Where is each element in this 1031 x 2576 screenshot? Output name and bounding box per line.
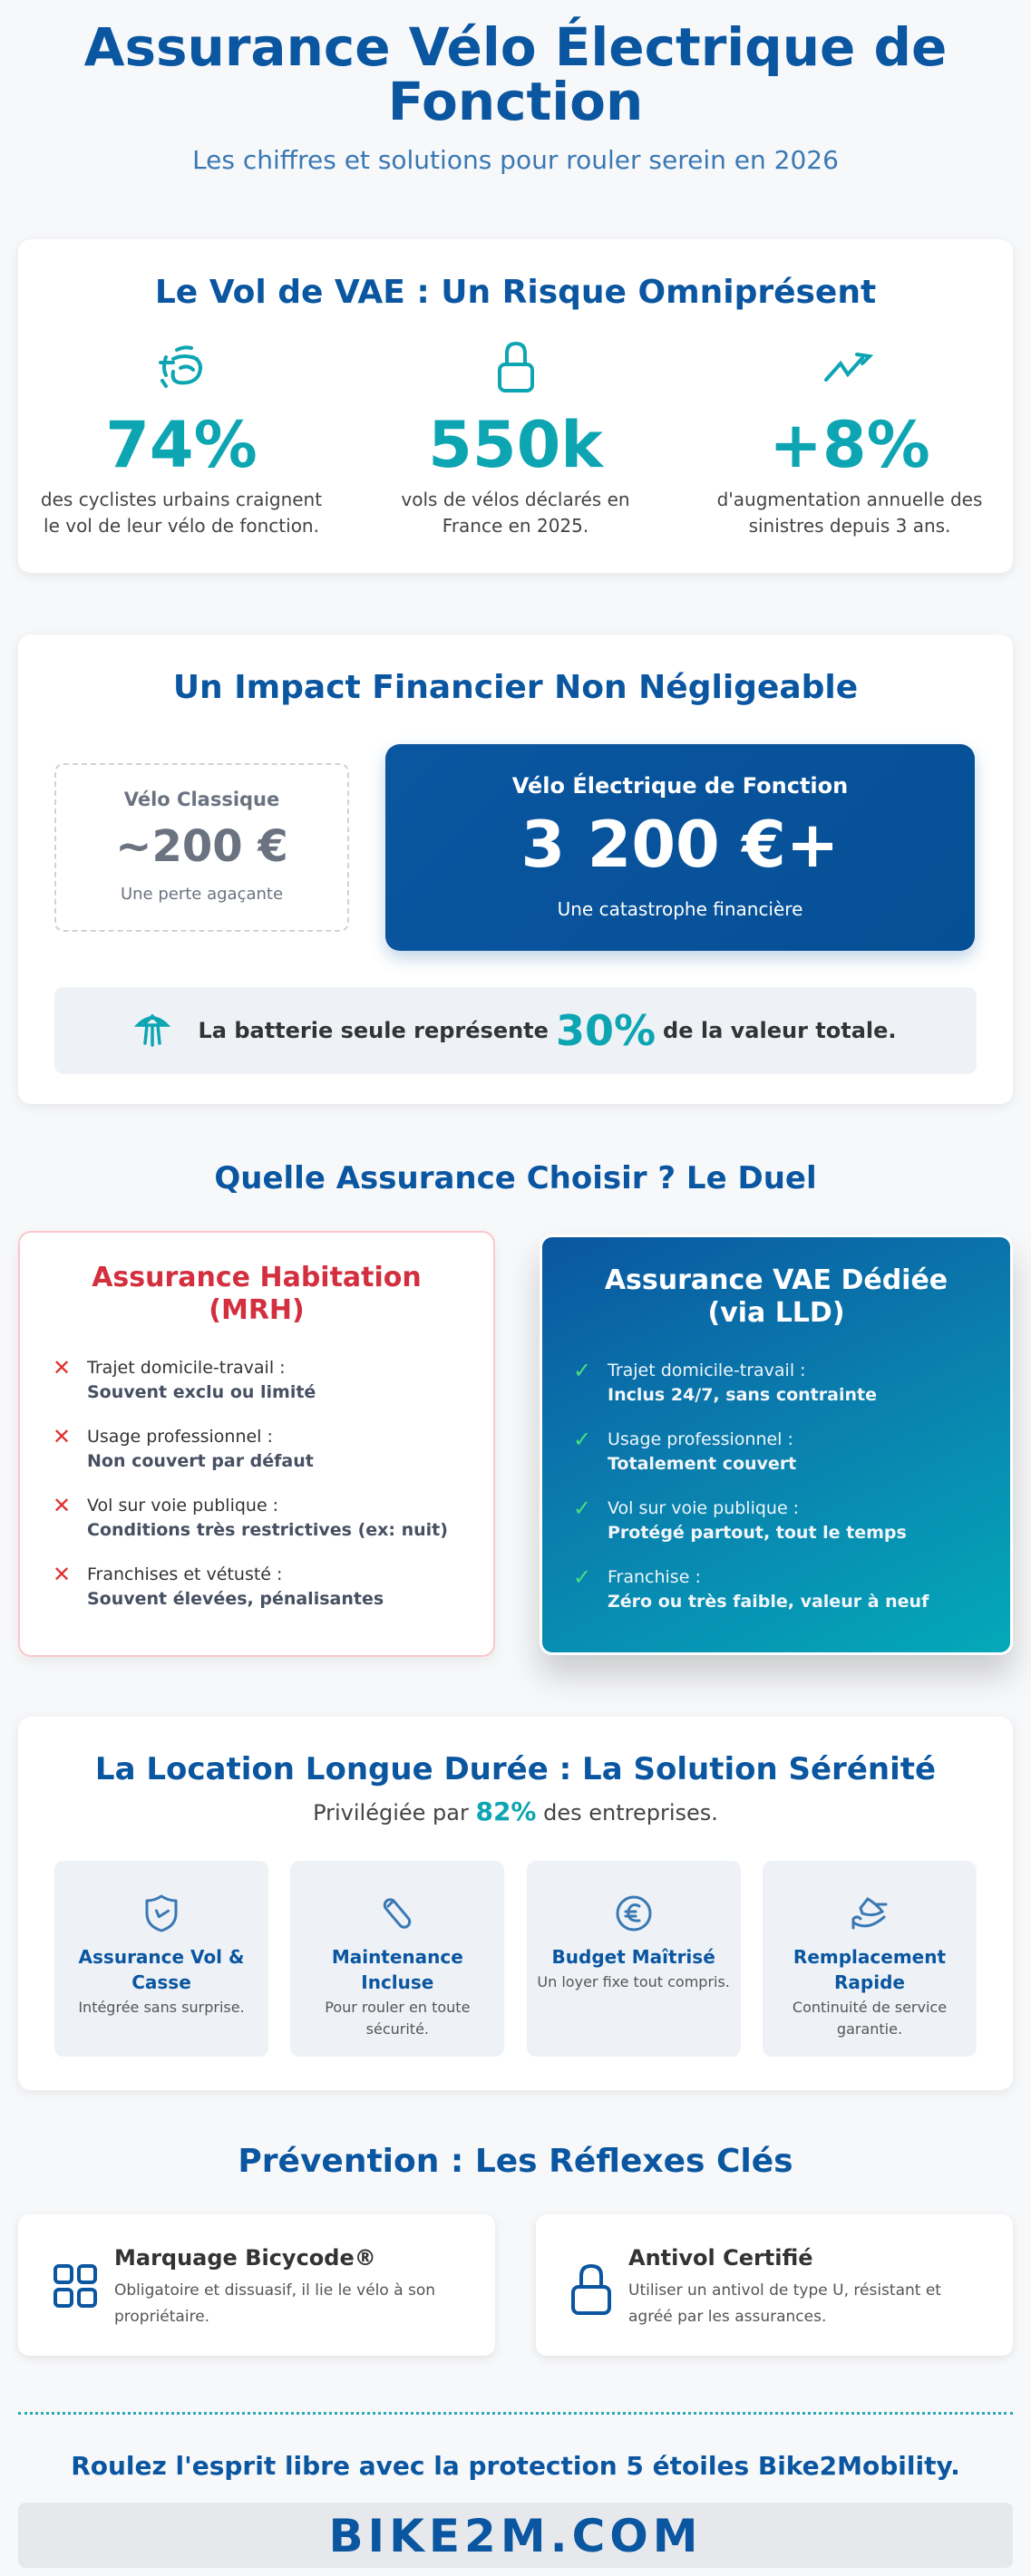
- stat-description: vols de vélos déclarés en France en 2025.: [401, 489, 630, 537]
- prevention-section-title: Prévention : Les Réflexes Clés: [238, 2143, 793, 2180]
- shield-check-icon: [63, 1888, 259, 1939]
- page-title: Assurance Vélo Électrique de Fonction: [83, 16, 948, 132]
- feature-title: Remplacement Rapide: [793, 1946, 947, 1993]
- item-label: Franchises et vétusté :: [87, 1564, 283, 1584]
- lock-icon: [371, 338, 661, 396]
- classic-value: ~200 €: [115, 821, 288, 872]
- check-icon: ✓: [573, 1496, 592, 1521]
- lld-section: [18, 1717, 1013, 2090]
- lld-subtitle: [54, 1796, 977, 1826]
- battery-icon: [134, 1011, 170, 1051]
- impact-comparison: [54, 744, 977, 951]
- check-icon: ✓: [573, 1564, 592, 1590]
- prevention-desc: Utiliser un antivol de type U, résistant et agréé par les assurances.: [628, 2281, 941, 2326]
- stat-description: des cyclistes urbains craignent le vol de leur vélo de fonction.: [40, 489, 323, 537]
- wrench-icon: [299, 1888, 495, 1939]
- dedicated-title: Assurance VAE Dédiée (via LLD): [604, 1264, 948, 1329]
- dedicated-insurance-card: [540, 1235, 1013, 1655]
- classic-label: Vélo Classique: [123, 789, 280, 810]
- feature-desc: Continuité de service garantie.: [792, 1999, 948, 2038]
- cross-icon: ✕: [53, 1424, 72, 1449]
- mrh-list: [53, 1356, 461, 1612]
- item-value: Conditions très restrictives (ex: nuit): [87, 1520, 448, 1540]
- stat-thefts: [371, 338, 661, 539]
- prevention-title: Marquage Bicycode®: [114, 2245, 376, 2271]
- feature-budget: [527, 1861, 741, 2057]
- cross-icon: ✕: [53, 1493, 72, 1518]
- item-value: Souvent exclu ou limité: [87, 1382, 316, 1402]
- feature-maintenance: [290, 1861, 504, 2057]
- battery-text-after: de la valeur totale.: [663, 1018, 897, 1043]
- list-item: [573, 1496, 979, 1545]
- replace-icon: [772, 1888, 968, 1939]
- battery-percent: 30%: [555, 1006, 657, 1055]
- lld-sub-before: Privilégiée par: [313, 1800, 469, 1825]
- item-value: Souvent élevées, pénalisantes: [87, 1589, 384, 1609]
- lld-features: [54, 1861, 977, 2057]
- list-item: [573, 1565, 979, 1614]
- mrh-card: [18, 1231, 495, 1657]
- ebike-caption: Une catastrophe financière: [557, 898, 803, 920]
- hero-header: [18, 0, 1013, 239]
- item-label: Vol sur voie publique :: [87, 1496, 279, 1516]
- list-item: [53, 1563, 461, 1612]
- list-item: [53, 1356, 461, 1405]
- impact-section-title: Un Impact Financier Non Négligeable: [172, 669, 859, 706]
- item-label: Usage professionnel :: [608, 1429, 793, 1449]
- footer-slogan: Roulez l'esprit libre avec la protection 5 étoiles Bike2Mobility.: [71, 2451, 960, 2481]
- battery-text-before: La batterie seule représente: [198, 1018, 549, 1043]
- item-label: Vol sur voie publique :: [608, 1498, 800, 1518]
- cross-icon: ✕: [53, 1355, 72, 1380]
- footer-divider: [18, 2412, 1013, 2415]
- euro-icon: [536, 1888, 732, 1939]
- item-value: Protégé partout, tout le temps: [608, 1523, 907, 1543]
- item-label: Trajet domicile-travail :: [87, 1358, 286, 1378]
- lock-icon: [570, 2245, 612, 2356]
- dedicated-list: [573, 1359, 979, 1614]
- check-icon: ✓: [573, 1358, 592, 1383]
- list-item: [53, 1425, 461, 1474]
- stat-fear: [36, 338, 326, 539]
- item-value: Totalement couvert: [608, 1454, 797, 1474]
- ebike-label: Vélo Électrique de Fonction: [511, 773, 849, 799]
- item-label: Franchise :: [608, 1567, 701, 1587]
- lld-sub-percent: 82%: [475, 1796, 537, 1826]
- item-label: Trajet domicile-travail :: [608, 1361, 806, 1380]
- feature-replacement: [763, 1861, 977, 2057]
- theft-section: [18, 239, 1013, 573]
- feature-desc: Un loyer fixe tout compris.: [537, 1973, 730, 1990]
- item-label: Usage professionnel :: [87, 1427, 273, 1447]
- grid-icon: [53, 2245, 98, 2356]
- page-subtitle: Les chiffres et solutions pour rouler serein en 2026: [192, 145, 839, 175]
- impact-section: [18, 634, 1013, 1104]
- theft-section-title: Le Vol de VAE : Un Risque Omniprésent: [154, 274, 877, 311]
- feature-desc: Pour rouler en toute sécurité.: [325, 1999, 471, 2038]
- stat-increase: [705, 338, 995, 539]
- trend-up-icon: [705, 338, 995, 396]
- feature-title: Budget Maîtrisé: [551, 1946, 715, 1968]
- thief-bike-icon: [36, 338, 326, 396]
- feature-title: Assurance Vol & Casse: [78, 1946, 245, 1993]
- classic-caption: Une perte agaçante: [120, 885, 284, 904]
- ebike-card: [385, 744, 975, 951]
- feature-title: Maintenance Incluse: [331, 1946, 463, 1993]
- stat-description: d'augmentation annuelle des sinistres depuis 3 ans.: [716, 489, 983, 537]
- check-icon: ✓: [573, 1427, 592, 1452]
- prevention-title: Antivol Certifié: [628, 2245, 813, 2271]
- lld-section-title: La Location Longue Durée : La Solution Sérénité: [94, 1751, 937, 1787]
- theft-stats: [18, 338, 1013, 539]
- stat-value: +8%: [769, 408, 930, 482]
- prevention-card-bicycode: [18, 2214, 495, 2356]
- list-item: [573, 1428, 979, 1477]
- cross-icon: ✕: [53, 1562, 72, 1587]
- battery-callout: [54, 987, 977, 1074]
- duel-comparison: [18, 1231, 1013, 1657]
- mrh-title: Assurance Habitation (MRH): [92, 1262, 422, 1326]
- prevention-cards: [18, 2214, 1013, 2356]
- ebike-value: 3 200 €+: [520, 808, 840, 882]
- brand-link[interactable]: BIKE2M.COM: [18, 2503, 1013, 2568]
- item-value: Zéro ou très faible, valeur à neuf: [608, 1592, 929, 1612]
- item-value: Inclus 24/7, sans contrainte: [608, 1385, 877, 1405]
- prevention-desc: Obligatoire et dissuasif, il lie le vélo à son propriétaire.: [114, 2281, 436, 2326]
- feature-desc: Intégrée sans surprise.: [78, 1999, 245, 2016]
- item-value: Non couvert par défaut: [87, 1451, 314, 1471]
- classic-bike-card: [54, 763, 349, 932]
- list-item: [573, 1359, 979, 1408]
- lld-sub-after: des entreprises.: [543, 1800, 718, 1825]
- prevention-card-lock: [536, 2214, 1013, 2356]
- stat-value: 74%: [105, 408, 258, 482]
- stat-value: 550k: [428, 408, 603, 482]
- list-item: [53, 1494, 461, 1543]
- feature-theft-breakage: [54, 1861, 268, 2057]
- duel-section-title: Quelle Assurance Choisir ? Le Duel: [214, 1160, 817, 1196]
